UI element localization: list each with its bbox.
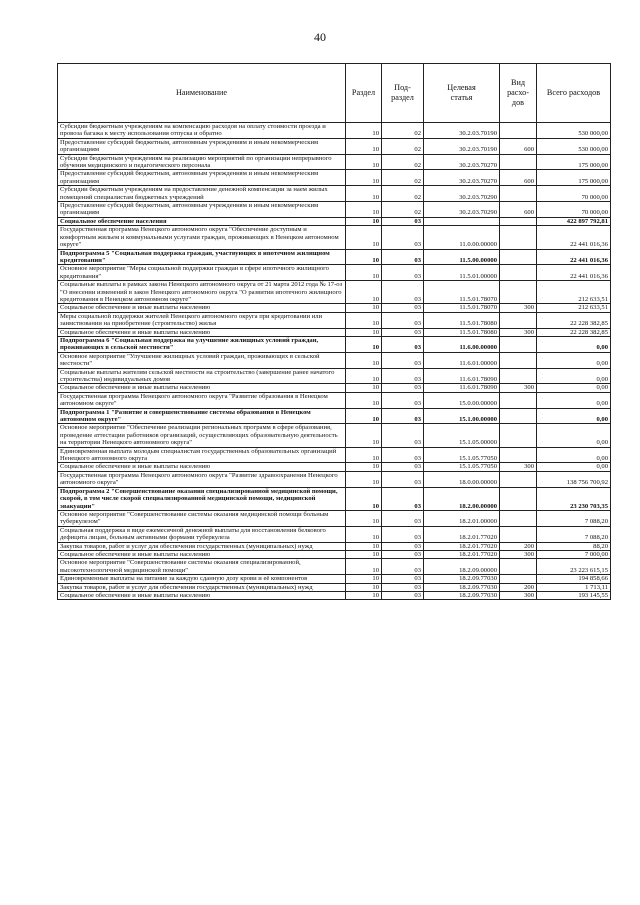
row-subsection: 03 bbox=[382, 542, 424, 550]
row-name: Закупка товаров, работ и услуг для обеспечения государственных (муниципальных) нужд bbox=[58, 583, 346, 591]
table-row bbox=[58, 526, 611, 542]
row-section: 10 bbox=[346, 471, 382, 487]
row-name: Основное мероприятие "Обеспечение реализации региональных программ в сфере образования, проведение аттестации работников организаций, осуществляющих образовательную деятельность на территории Ненецкого автономного округа" bbox=[58, 424, 346, 447]
row-target-article: 18.2.01.77020 bbox=[424, 542, 500, 550]
row-name: Социальное обеспечение и иные выплаты населению bbox=[58, 328, 346, 336]
row-subsection: 03 bbox=[382, 583, 424, 591]
row-name: Подпрограмма 2 "Совершенствование оказания специализированной медицинской помощи, скорой, в том числе скорой специализированной медицинской помощи, медицинской эвакуации" bbox=[58, 487, 346, 510]
row-name: Меры социальной поддержки жителей Ненецкого автономного округа при кредитовании или заимствовании на приобретение (строительство) жилья bbox=[58, 312, 346, 328]
row-name: Основное мероприятие "Меры социальной поддержки граждан в сфере ипотечного жилищного кредитования" bbox=[58, 265, 346, 281]
table-row bbox=[58, 123, 611, 139]
row-subsection: 03 bbox=[382, 304, 424, 312]
row-section: 10 bbox=[346, 542, 382, 550]
row-total: 22 228 382,85 bbox=[537, 328, 611, 336]
row-subsection: 02 bbox=[382, 186, 424, 202]
table-row bbox=[58, 170, 611, 186]
row-expense-type bbox=[500, 408, 537, 424]
header-expense-type: Вид расхо- дов bbox=[500, 64, 537, 123]
row-total: 23 230 703,35 bbox=[537, 487, 611, 510]
row-name: Социальное обеспечение и иные выплаты населению bbox=[58, 463, 346, 471]
row-section: 10 bbox=[346, 123, 382, 139]
row-section: 10 bbox=[346, 170, 382, 186]
table-row bbox=[58, 559, 611, 575]
row-total: 0,00 bbox=[537, 368, 611, 384]
row-section: 10 bbox=[346, 384, 382, 392]
row-target-article: 11.0.00.00000 bbox=[424, 226, 500, 249]
row-section: 10 bbox=[346, 463, 382, 471]
row-subsection: 03 bbox=[382, 328, 424, 336]
table-row bbox=[58, 368, 611, 384]
row-target-article: 15.1.00.00000 bbox=[424, 408, 500, 424]
row-target-article: 18.0.00.00000 bbox=[424, 471, 500, 487]
row-section: 10 bbox=[346, 265, 382, 281]
table-row bbox=[58, 575, 611, 583]
row-expense-type: 300 bbox=[500, 384, 537, 392]
row-name: Социальное обеспечение населения bbox=[58, 217, 346, 225]
row-subsection: 03 bbox=[382, 281, 424, 304]
row-target-article: 18.2.09.77030 bbox=[424, 583, 500, 591]
table-row bbox=[58, 304, 611, 312]
row-name: Социальное обеспечение и иные выплаты населению bbox=[58, 304, 346, 312]
row-subsection: 03 bbox=[382, 312, 424, 328]
row-name: Социальное обеспечение и иные выплаты населению bbox=[58, 550, 346, 558]
row-subsection: 02 bbox=[382, 202, 424, 218]
row-total: 7 088,20 bbox=[537, 526, 611, 542]
row-section: 10 bbox=[346, 583, 382, 591]
row-section: 10 bbox=[346, 487, 382, 510]
row-expense-type bbox=[500, 312, 537, 328]
row-subsection: 03 bbox=[382, 424, 424, 447]
row-name: Предоставление субсидий бюджетным, автономным учреждениям и иным некоммерческим организациям bbox=[58, 170, 346, 186]
row-subsection: 03 bbox=[382, 471, 424, 487]
row-section: 10 bbox=[346, 154, 382, 170]
row-name: Социальное обеспечение и иные выплаты населению bbox=[58, 384, 346, 392]
row-target-article: 11.5.01.78070 bbox=[424, 304, 500, 312]
row-total: 530 000,00 bbox=[537, 138, 611, 154]
row-target-article: 18.2.00.00000 bbox=[424, 487, 500, 510]
row-subsection: 03 bbox=[382, 368, 424, 384]
row-total: 530 000,00 bbox=[537, 123, 611, 139]
row-total: 212 633,51 bbox=[537, 304, 611, 312]
row-expense-type: 300 bbox=[500, 591, 537, 599]
row-expense-type bbox=[500, 368, 537, 384]
row-expense-type bbox=[500, 575, 537, 583]
row-target-article: 15.0.00.00000 bbox=[424, 392, 500, 408]
row-expense-type bbox=[500, 217, 537, 225]
row-subsection: 03 bbox=[382, 463, 424, 471]
row-expense-type bbox=[500, 487, 537, 510]
row-total: 194 858,66 bbox=[537, 575, 611, 583]
row-section: 10 bbox=[346, 336, 382, 352]
row-name: Субсидии бюджетным учреждениям на компенсацию расходов на оплату стоимости проезда и провоза багажа к месту использования отпуска и обратно bbox=[58, 123, 346, 139]
row-target-article: 18.2.01.77020 bbox=[424, 550, 500, 558]
row-target-article: 30.2.03.70270 bbox=[424, 170, 500, 186]
row-total: 70 000,00 bbox=[537, 186, 611, 202]
row-expense-type: 300 bbox=[500, 463, 537, 471]
row-target-article: 11.5.01.78080 bbox=[424, 312, 500, 328]
row-total: 7 088,20 bbox=[537, 510, 611, 526]
row-total: 0,00 bbox=[537, 447, 611, 463]
row-subsection: 03 bbox=[382, 226, 424, 249]
table-body bbox=[58, 123, 611, 600]
row-name: Основное мероприятие "Улучшение жилищных условий граждан, проживающих в сельской местности" bbox=[58, 352, 346, 368]
row-name: Единовременная выплата молодым специалистам государственных образовательных организаций Ненецкого автономного округа bbox=[58, 447, 346, 463]
table-row bbox=[58, 510, 611, 526]
row-target-article: 30.2.03.70290 bbox=[424, 202, 500, 218]
row-target-article: 30.2.03.70290 bbox=[424, 186, 500, 202]
row-name: Подпрограмма 1 "Развитие и совершенствование системы образования в Ненецком автономном округе" bbox=[58, 408, 346, 424]
row-subsection: 03 bbox=[382, 526, 424, 542]
row-target-article: 18.2.09.00000 bbox=[424, 559, 500, 575]
row-expense-type: 600 bbox=[500, 202, 537, 218]
row-expense-type: 300 bbox=[500, 304, 537, 312]
row-total: 22 441 016,36 bbox=[537, 265, 611, 281]
row-expense-type bbox=[500, 424, 537, 447]
row-subsection: 03 bbox=[382, 384, 424, 392]
page-number: 40 bbox=[314, 30, 326, 44]
row-target-article: 11.5.00.00000 bbox=[424, 249, 500, 265]
table-row bbox=[58, 352, 611, 368]
row-expense-type: 200 bbox=[500, 542, 537, 550]
row-total: 422 897 792,81 bbox=[537, 217, 611, 225]
row-subsection: 02 bbox=[382, 123, 424, 139]
row-section: 10 bbox=[346, 408, 382, 424]
row-total: 7 000,00 bbox=[537, 550, 611, 558]
row-expense-type: 300 bbox=[500, 550, 537, 558]
row-expense-type bbox=[500, 249, 537, 265]
row-target-article: 11.5.01.78070 bbox=[424, 281, 500, 304]
row-expense-type bbox=[500, 186, 537, 202]
row-expense-type bbox=[500, 352, 537, 368]
row-target-article: 11.6.01.00000 bbox=[424, 352, 500, 368]
table-row bbox=[58, 138, 611, 154]
row-section: 10 bbox=[346, 226, 382, 249]
row-section: 10 bbox=[346, 368, 382, 384]
row-total: 212 633,51 bbox=[537, 281, 611, 304]
row-total: 22 441 016,36 bbox=[537, 249, 611, 265]
table-header-row bbox=[58, 64, 611, 123]
row-expense-type bbox=[500, 559, 537, 575]
row-name: Субсидии бюджетным учреждениям на предоставление денежной компенсации за наем жилых помещений специалистам бюджетных учреждений bbox=[58, 186, 346, 202]
row-section: 10 bbox=[346, 328, 382, 336]
row-total: 22 441 016,36 bbox=[537, 226, 611, 249]
row-section: 10 bbox=[346, 352, 382, 368]
row-subsection: 03 bbox=[382, 265, 424, 281]
row-subsection: 02 bbox=[382, 138, 424, 154]
row-subsection: 03 bbox=[382, 487, 424, 510]
row-section: 10 bbox=[346, 591, 382, 599]
row-name: Социальное обеспечение и иные выплаты населению bbox=[58, 591, 346, 599]
row-expense-type bbox=[500, 226, 537, 249]
row-subsection: 03 bbox=[382, 447, 424, 463]
row-name: Социальные выплаты жителям сельской местности на строительство (завершение ранее начатого строительства) индивидуальных домов bbox=[58, 368, 346, 384]
row-name: Социальная поддержка в виде ежемесячной денежной выплаты для восстановления белкового дефицита лицам, больным активными формами туберкулеза bbox=[58, 526, 346, 542]
row-target-article: 30.2.03.70270 bbox=[424, 154, 500, 170]
header-name: Наименование bbox=[58, 64, 346, 123]
row-total: 0,00 bbox=[537, 384, 611, 392]
row-section: 10 bbox=[346, 510, 382, 526]
table-row bbox=[58, 542, 611, 550]
row-name: Государственная программа Ненецкого автономного округа "Развитие здравоохранения Ненецкого автономного округа" bbox=[58, 471, 346, 487]
row-total: 22 228 382,85 bbox=[537, 312, 611, 328]
row-name: Предоставление субсидий бюджетным, автономным учреждениям и иным некоммерческим организациям bbox=[58, 202, 346, 218]
row-section: 10 bbox=[346, 312, 382, 328]
row-section: 10 bbox=[346, 202, 382, 218]
table-row bbox=[58, 154, 611, 170]
table-row bbox=[58, 583, 611, 591]
row-expense-type bbox=[500, 265, 537, 281]
row-subsection: 03 bbox=[382, 217, 424, 225]
row-subsection: 03 bbox=[382, 559, 424, 575]
table-row bbox=[58, 265, 611, 281]
row-target-article: 11.6.01.78090 bbox=[424, 368, 500, 384]
table-row bbox=[58, 336, 611, 352]
row-subsection: 03 bbox=[382, 550, 424, 558]
row-section: 10 bbox=[346, 559, 382, 575]
header-total: Всего расходов bbox=[537, 64, 611, 123]
row-section: 10 bbox=[346, 392, 382, 408]
row-name: Государственная программа Ненецкого автономного округа "Развитие образования в Ненецком автономном округе" bbox=[58, 392, 346, 408]
row-expense-type bbox=[500, 392, 537, 408]
row-section: 10 bbox=[346, 186, 382, 202]
row-total: 23 223 615,15 bbox=[537, 559, 611, 575]
row-target-article: 30.2.03.70190 bbox=[424, 138, 500, 154]
table-row bbox=[58, 487, 611, 510]
row-target-article: 30.2.03.70190 bbox=[424, 123, 500, 139]
row-expense-type: 300 bbox=[500, 328, 537, 336]
row-section: 10 bbox=[346, 550, 382, 558]
header-section: Раздел bbox=[346, 64, 382, 123]
row-expense-type bbox=[500, 123, 537, 139]
row-section: 10 bbox=[346, 281, 382, 304]
row-expense-type bbox=[500, 510, 537, 526]
row-expense-type: 600 bbox=[500, 138, 537, 154]
row-name: Основное мероприятие "Совершенствование системы оказания специализированной, высокотехнологичной медицинской помощи" bbox=[58, 559, 346, 575]
table-row bbox=[58, 463, 611, 471]
row-target-article: 11.5.01.78080 bbox=[424, 328, 500, 336]
table-row bbox=[58, 424, 611, 447]
row-total: 0,00 bbox=[537, 392, 611, 408]
row-expense-type bbox=[500, 281, 537, 304]
table-row bbox=[58, 591, 611, 599]
row-total: 193 145,55 bbox=[537, 591, 611, 599]
row-target-article: 18.2.09.77030 bbox=[424, 591, 500, 599]
row-subsection: 03 bbox=[382, 510, 424, 526]
table-row bbox=[58, 226, 611, 249]
row-total: 0,00 bbox=[537, 352, 611, 368]
table-row bbox=[58, 186, 611, 202]
row-name: Субсидии бюджетным учреждениям на реализацию мероприятий по организации непрерывного обучения медицинского и педагогического персонала bbox=[58, 154, 346, 170]
row-section: 10 bbox=[346, 447, 382, 463]
table-row bbox=[58, 312, 611, 328]
row-section: 10 bbox=[346, 526, 382, 542]
row-name: Основное мероприятие "Совершенствование системы оказания медицинской помощи больным туберкулезом" bbox=[58, 510, 346, 526]
row-subsection: 03 bbox=[382, 408, 424, 424]
row-subsection: 03 bbox=[382, 591, 424, 599]
row-target-article: 11.6.01.78090 bbox=[424, 384, 500, 392]
row-total: 175 000,00 bbox=[537, 154, 611, 170]
row-expense-type bbox=[500, 447, 537, 463]
row-section: 10 bbox=[346, 217, 382, 225]
row-expense-type bbox=[500, 471, 537, 487]
table-row bbox=[58, 447, 611, 463]
table-row bbox=[58, 471, 611, 487]
row-expense-type bbox=[500, 336, 537, 352]
row-total: 175 000,00 bbox=[537, 170, 611, 186]
row-name: Единовременные выплаты на питание за каждую сданную дозу крови и её компонентов bbox=[58, 575, 346, 583]
row-target-article bbox=[424, 217, 500, 225]
row-target-article: 18.2.01.00000 bbox=[424, 510, 500, 526]
table-row bbox=[58, 550, 611, 558]
row-total: 70 000,00 bbox=[537, 202, 611, 218]
row-name: Предоставление субсидий бюджетным, автономным учреждениям и иным некоммерческим организациям bbox=[58, 138, 346, 154]
row-subsection: 02 bbox=[382, 170, 424, 186]
row-total: 1 713,11 bbox=[537, 583, 611, 591]
row-target-article: 15.1.05.77050 bbox=[424, 447, 500, 463]
table-row bbox=[58, 202, 611, 218]
row-subsection: 03 bbox=[382, 249, 424, 265]
row-section: 10 bbox=[346, 138, 382, 154]
row-section: 10 bbox=[346, 249, 382, 265]
row-target-article: 15.1.05.77050 bbox=[424, 463, 500, 471]
row-total: 0,00 bbox=[537, 408, 611, 424]
row-target-article: 18.2.01.77020 bbox=[424, 526, 500, 542]
row-section: 10 bbox=[346, 575, 382, 583]
header-target-article: Целевая статья bbox=[424, 64, 500, 123]
table-row bbox=[58, 384, 611, 392]
row-target-article: 11.5.01.00000 bbox=[424, 265, 500, 281]
row-target-article: 18.2.09.77030 bbox=[424, 575, 500, 583]
table-row bbox=[58, 328, 611, 336]
header-subsection: Под- раздел bbox=[382, 64, 424, 123]
row-name: Подпрограмма 6 "Социальная поддержка на улучшение жилищных условий граждан, проживающих в сельской местности" bbox=[58, 336, 346, 352]
budget-table bbox=[57, 63, 611, 600]
row-target-article: 15.1.05.00000 bbox=[424, 424, 500, 447]
row-expense-type bbox=[500, 526, 537, 542]
row-target-article: 11.6.00.00000 bbox=[424, 336, 500, 352]
row-total: 0,00 bbox=[537, 463, 611, 471]
row-total: 0,00 bbox=[537, 336, 611, 352]
row-name: Закупка товаров, работ и услуг для обеспечения государственных (муниципальных) нужд bbox=[58, 542, 346, 550]
row-expense-type: 200 bbox=[500, 583, 537, 591]
row-subsection: 03 bbox=[382, 392, 424, 408]
row-name: Государственная программа Ненецкого автономного округа "Обеспечение доступным и комфортным жильем и коммунальными услугами граждан, проживающих в Ненецком автономном округе" bbox=[58, 226, 346, 249]
table-row bbox=[58, 408, 611, 424]
table-row bbox=[58, 217, 611, 225]
row-subsection: 02 bbox=[382, 154, 424, 170]
table-row bbox=[58, 281, 611, 304]
row-name: Социальные выплаты в рамках закона Ненецкого автономного округа от 21 марта 2012 года № 17-оз "О внесении изменений в закон Ненецкого автономного округа "О развитии ипотечного жилищного кредитования в Ненецком автономном округе" bbox=[58, 281, 346, 304]
row-subsection: 03 bbox=[382, 336, 424, 352]
row-subsection: 03 bbox=[382, 352, 424, 368]
row-name: Подпрограмма 5 "Социальная поддержка граждан, участвующих в ипотечном жилищном кредитовании" bbox=[58, 249, 346, 265]
row-expense-type bbox=[500, 154, 537, 170]
row-total: 88,20 bbox=[537, 542, 611, 550]
row-total: 0,00 bbox=[537, 424, 611, 447]
row-expense-type: 600 bbox=[500, 170, 537, 186]
row-subsection: 03 bbox=[382, 575, 424, 583]
table-row bbox=[58, 249, 611, 265]
row-section: 10 bbox=[346, 424, 382, 447]
row-total: 138 756 700,92 bbox=[537, 471, 611, 487]
row-section: 10 bbox=[346, 304, 382, 312]
table-row bbox=[58, 392, 611, 408]
